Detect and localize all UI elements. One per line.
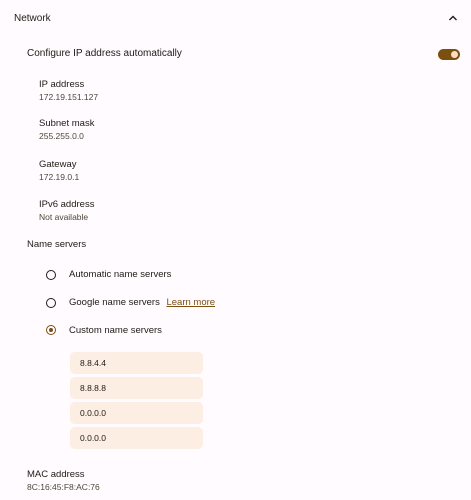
ipv6-address-value: Not available xyxy=(39,212,89,222)
custom-name-server-input-4[interactable]: 0.0.0.0 xyxy=(70,427,203,449)
mac-address-value: 8C:16:45:F8:AC:76 xyxy=(27,482,100,492)
radio-label-automatic: Automatic name servers xyxy=(69,269,172,280)
auto-config-toggle[interactable] xyxy=(438,49,460,60)
custom-name-server-input-1[interactable]: 8.8.4.4 xyxy=(70,352,203,374)
radio-label-custom: Custom name servers xyxy=(69,325,162,336)
gateway-value: 172.19.0.1 xyxy=(39,172,80,182)
learn-more-link[interactable]: Learn more xyxy=(166,297,216,308)
custom-name-server-input-2[interactable]: 8.8.8.8 xyxy=(70,377,203,399)
subnet-mask-value: 255.255.0.0 xyxy=(39,131,84,141)
chevron-up-icon[interactable] xyxy=(447,12,459,24)
radio-google-name-servers[interactable] xyxy=(46,298,56,308)
radio-label-google xyxy=(69,297,215,308)
mac-address-label: MAC address xyxy=(27,469,85,480)
radio-custom-name-servers[interactable] xyxy=(46,325,56,335)
ip-address-value: 172.19.151.127 xyxy=(39,92,99,102)
toggle-knob xyxy=(451,51,458,58)
google-name-servers-text: Google name servers xyxy=(69,297,160,308)
ip-address-label: IP address xyxy=(39,79,85,90)
auto-config-label: Configure IP address automatically xyxy=(27,48,182,59)
gateway-label: Gateway xyxy=(39,159,77,170)
section-title: Network xyxy=(14,13,51,24)
name-servers-title: Name servers xyxy=(27,239,87,250)
ipv6-address-label: IPv6 address xyxy=(39,199,95,210)
subnet-mask-label: Subnet mask xyxy=(39,118,95,129)
custom-name-server-input-3[interactable]: 0.0.0.0 xyxy=(70,402,203,424)
radio-automatic-name-servers[interactable] xyxy=(46,270,56,280)
